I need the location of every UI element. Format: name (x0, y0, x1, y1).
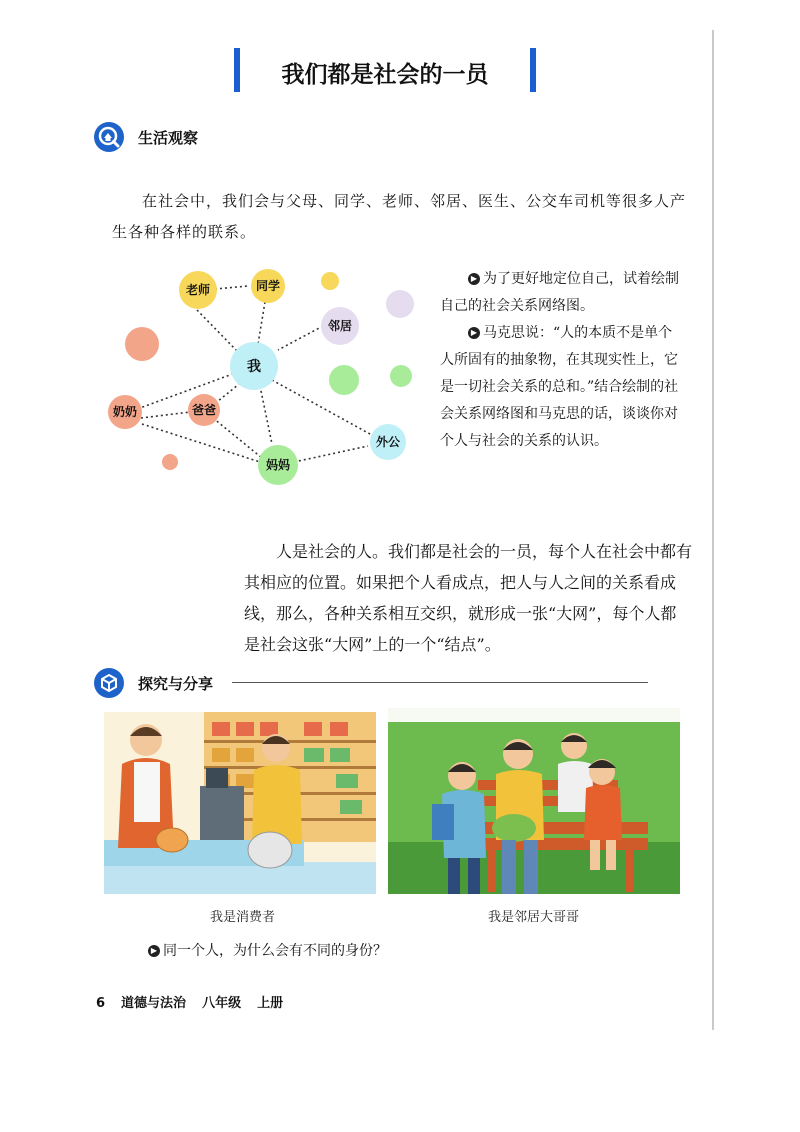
title-right-bar (530, 48, 536, 92)
play-bullet-icon: ▶ (148, 945, 160, 957)
decor-node (321, 272, 339, 290)
node-label: 奶奶 (112, 405, 138, 419)
node-label-center: 我 (247, 359, 261, 375)
title-block (230, 42, 540, 100)
page-title: 我们都是社会的一员 (281, 62, 489, 88)
discussion-question: ▶ 同一个人，为什么会有不同的身份？ (148, 940, 387, 960)
side-note: ▶ 为了更好地定位自己，试着绘制自己的社会关系网络图。 (440, 271, 679, 314)
node-label: 同学 (255, 279, 281, 293)
section-divider (232, 682, 648, 683)
decor-node (329, 365, 359, 395)
section-explore-header (94, 668, 213, 698)
side-note: ▶ 马克思说：“人的本质不是单个人所固有的抽象物，在其现实性上，它是一切社会关系的总和。”结合绘制的社会关系网络图和马克思的话，谈谈你对个人与社会的关系的认识。 (440, 325, 679, 449)
play-bullet-icon: ▶ (468, 273, 480, 285)
footer-subject: 道德与法治 (121, 996, 187, 1011)
left-image-caption: 我是消费者 (210, 910, 276, 925)
consumer-illustration (104, 712, 376, 894)
node-label: 外公 (375, 435, 401, 449)
section-observe-label: 生活观察 (138, 128, 199, 147)
section-explore-label: 探究与分享 (138, 674, 214, 693)
intro-paragraph: 在社会中，我们会与父母、同学、老师、邻居、医生、公交车司机等很多人产生各种各样的联系。 (112, 192, 687, 241)
decor-node (386, 290, 414, 318)
play-bullet-icon: ▶ (468, 327, 480, 339)
page-footer (96, 992, 299, 1011)
page-edge (712, 30, 714, 1030)
footer-volume: 上册 (257, 996, 284, 1011)
page-number: 6 (96, 996, 106, 1011)
node-label: 老师 (185, 283, 211, 297)
node-label: 爸爸 (191, 403, 217, 417)
footer-grade: 八年级 (202, 996, 242, 1011)
neighbor-illustration (388, 708, 680, 894)
side-notes (440, 266, 680, 455)
section-observe-header (94, 122, 198, 152)
cube-share-icon (94, 668, 124, 698)
house-magnifier-icon (94, 122, 124, 152)
main-paragraph: 人是社会的人。我们都是社会的一员，每个人在社会中都有其相应的位置。如果把个人看成点，把人与人之间的关系看成线，那么，各种关系相互交织，就形成一张“大网”，每个人都是社会这张“大网”上的一个“结点”。 (244, 542, 693, 654)
decor-node (162, 454, 178, 470)
right-image-caption: 我是邻居大哥哥 (488, 910, 580, 925)
node-label: 邻居 (327, 319, 353, 333)
node-label: 妈妈 (265, 458, 291, 472)
decor-node (125, 327, 159, 361)
decor-node (390, 365, 412, 387)
social-network-diagram (100, 262, 430, 502)
